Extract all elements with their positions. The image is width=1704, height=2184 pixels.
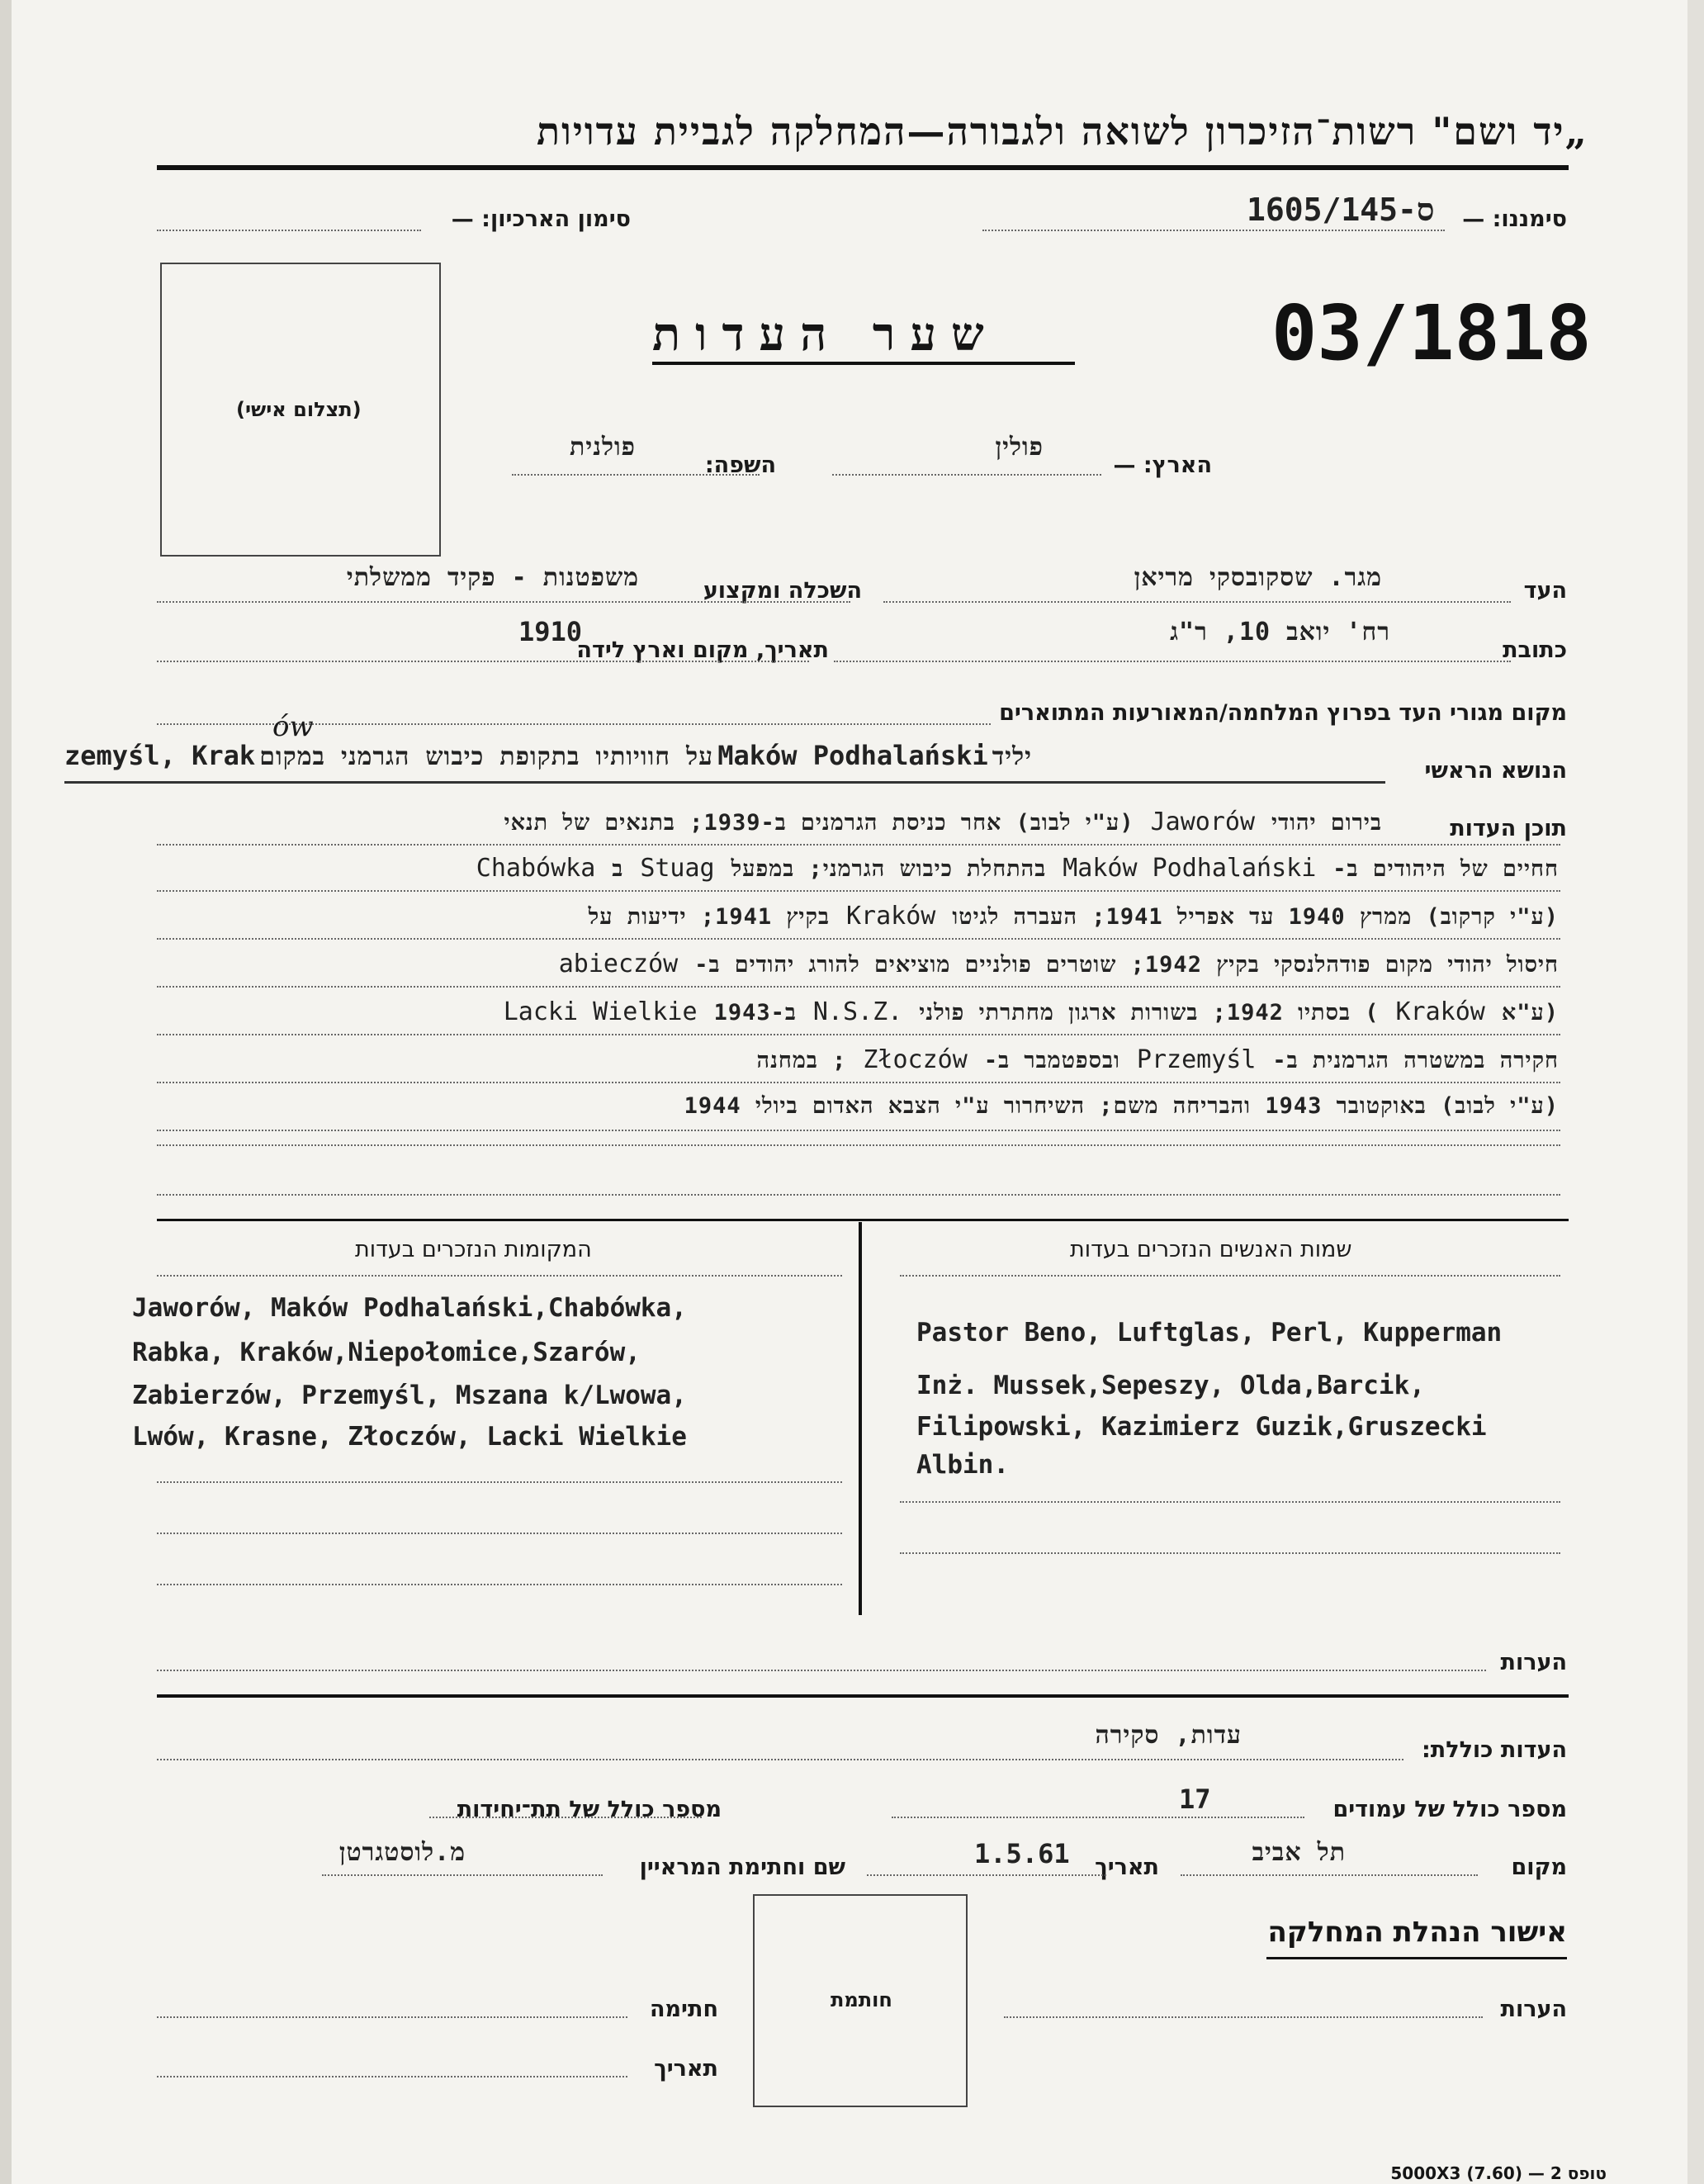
content-text: ובספטמבר ב- — [983, 1048, 1120, 1073]
includes-line — [157, 1759, 1403, 1760]
content-text: (ע"י לבוב) אחר כניסת הגרמנים ב-1939; בתנאים של תנאי — [504, 810, 1134, 836]
subunits-line — [429, 1817, 702, 1818]
content-text: בקיץ 1941; ידיעות על — [588, 904, 830, 930]
approval-date-label: תאריך — [654, 2056, 718, 2082]
includes-value: עדות, סקירה — [1095, 1721, 1242, 1750]
content-line — [147, 997, 1567, 1026]
place-label: מקום — [1511, 1855, 1567, 1880]
our-ref-label: סימננו: — — [1462, 206, 1567, 232]
columns-top-rule — [157, 1219, 1569, 1221]
language-value: פולנית — [570, 433, 636, 462]
address-line — [834, 661, 1511, 662]
witness-label: העד — [1523, 578, 1567, 604]
interviewer-label: שם וחתימת המראיין — [639, 1855, 845, 1880]
content-text: (ע"י לבוב) באוקטובר 1943 והבריחה משם; השיחרור ע"י הצבא האדום ביולי 1944 — [684, 1093, 1559, 1119]
content-place-name: abieczów — [558, 950, 679, 978]
columns-divider — [859, 1222, 862, 1615]
approval-remarks-line — [1004, 2016, 1483, 2018]
archive-line — [157, 230, 421, 231]
header-title: „יד ושם" רשות־הזיכרון לשואה ולגבורה—המחלקה לגביית עדויות — [537, 109, 1588, 154]
pages-line — [892, 1817, 1304, 1818]
content-underline — [157, 1034, 1560, 1035]
witness-value: מגר. שסקובסקי מריאן — [1134, 563, 1382, 592]
photo-box — [160, 263, 441, 557]
content-place-name: N.S.Z. — [812, 997, 903, 1026]
content-text: חקירה במשטרה הגרמנית ב- — [1272, 1048, 1559, 1073]
main-topic-place: Maków Podhalański — [717, 740, 988, 771]
education-line — [157, 601, 850, 603]
includes-label: העדות כוללת: — [1422, 1737, 1567, 1763]
country-value: פולין — [995, 433, 1044, 462]
content-text: (ע"י קרקוב) ממרץ 1940 עד אפריל 1941; העברה לגיטו — [952, 904, 1559, 930]
page-edge-right — [1687, 0, 1704, 2184]
content-text: חחיים של היהודים ב- — [1332, 856, 1559, 882]
witness-line — [883, 601, 1511, 603]
form-code: טופס 2 — 5000X3 (7.60) — [1390, 2163, 1607, 2183]
interviewer-line — [322, 1874, 603, 1876]
content-underline — [157, 890, 1560, 892]
content-place-name: Jaworów — [1150, 808, 1256, 836]
signature-line — [157, 2016, 627, 2018]
content-place-name: Kraków — [1395, 997, 1485, 1026]
approval-title: אישור הנהלת המחלקה — [1267, 1916, 1567, 1949]
main-topic-underline — [64, 781, 1385, 784]
people-label-line — [900, 1275, 1560, 1277]
form-title: שער העדות — [652, 307, 999, 362]
place-value: תל אביב — [1252, 1838, 1346, 1867]
birth-line — [157, 661, 809, 662]
content-text: ; במחנה — [756, 1048, 847, 1073]
place-list-item: Zabierzów, Przemyśl, Mszana k/Lwowa, — [132, 1381, 687, 1410]
person-list-item: Filipowski, Kazimierz Guzik,Gruszecki — [916, 1412, 1487, 1442]
address-label: כתובת — [1503, 637, 1567, 663]
person-list-item: Albin. — [916, 1450, 1009, 1480]
content-underline — [157, 844, 1560, 846]
residence-label: מקום מגורי העד בפרוץ המלחמה/המאורעות המתוארים — [999, 700, 1567, 726]
content-text: בירום יהודי — [1271, 810, 1382, 836]
content-place-name: Chabówka — [476, 854, 596, 883]
content-label: תוכן העדות — [1450, 816, 1567, 841]
our-ref-value: ס-1605/145 — [1247, 192, 1435, 228]
places-label-line — [157, 1275, 842, 1277]
record-number: 03/1818 — [1271, 289, 1592, 377]
places-label: המקומות הנזכרים בעדות — [355, 1237, 592, 1263]
main-topic-handwritten: ów — [272, 710, 314, 743]
country-label: הארץ: — — [1113, 452, 1212, 478]
main-topic-hebrew2: על חוויותיו בתקופת כיבוש הגרמני במקום — [259, 742, 714, 771]
form-title-underline — [652, 362, 1075, 365]
date-line — [867, 1874, 1106, 1876]
places-line-5 — [157, 1481, 842, 1483]
education-label: השכלה ומקצוע — [703, 578, 862, 604]
header-rule — [157, 165, 1569, 170]
signature-label: חתימה — [649, 1997, 718, 2022]
content-text: ) בסתיו 1942; בשורות ארגון מחתרתי פולני — [919, 1000, 1380, 1026]
archive-label: סימון הארכיון: — — [451, 206, 631, 232]
content-line — [147, 902, 1567, 931]
place-list-item: Lwów, Krasne, Złoczów, Lacki Wielkie — [132, 1422, 687, 1452]
remarks-line — [157, 1670, 1486, 1671]
content-text: (ע"א — [1501, 1000, 1559, 1026]
content-line — [147, 854, 1567, 883]
content-line-extra-1 — [157, 1144, 1560, 1146]
language-line — [512, 474, 760, 476]
birth-label: תאריך, מקום וארץ לידה — [576, 637, 829, 663]
content-text: חיסול יהודי מקום פודהלנסקי בקיץ 1942; שוטרים פולניים מוציאים להורג יהודים ב- — [694, 952, 1559, 978]
main-topic-value — [64, 740, 1032, 771]
date-value: 1.5.61 — [974, 1838, 1070, 1869]
person-list-item: Pastor Beno, Luftglas, Perl, Kupperman — [916, 1318, 1503, 1348]
content-underline — [157, 1082, 1560, 1083]
country-line — [832, 474, 1101, 476]
summary-top-rule — [157, 1694, 1569, 1698]
people-label: שמות האנשים הנזכרים בעדות — [1070, 1237, 1352, 1263]
people-line-5 — [900, 1501, 1560, 1503]
main-topic-label: הנושא הראשי — [1424, 758, 1567, 784]
pages-value: 17 — [1179, 1784, 1211, 1815]
content-place-name: Stuag — [640, 854, 715, 883]
content-underline — [157, 938, 1560, 940]
places-line-7 — [157, 1584, 842, 1585]
places-line-6 — [157, 1533, 842, 1534]
date-label: תאריך — [1095, 1855, 1159, 1880]
main-topic-latin: zemyśl, Krak — [64, 740, 256, 771]
content-underline — [157, 986, 1560, 988]
stamp-label: חותמת — [831, 1988, 892, 2011]
photo-label: (תצלום אישי) — [236, 398, 362, 421]
person-list-item: Inż. Mussek,Sepeszy, Olda,Barcik, — [916, 1371, 1425, 1400]
content-text: ב-1943 — [713, 1000, 797, 1026]
content-line — [147, 1093, 1567, 1119]
approval-title-underline — [1266, 1957, 1567, 1959]
education-value: משפטנות - פקיד ממשלתי — [346, 563, 639, 592]
people-line-6 — [900, 1552, 1560, 1554]
content-text: בהתחלת כיבוש הגרמני; במפעל — [731, 856, 1047, 882]
language-label: השפה: — [704, 452, 776, 478]
our-ref-line — [982, 230, 1445, 231]
remarks-label: הערות — [1500, 1650, 1567, 1675]
content-place-name: Lacki Wielkie — [503, 997, 698, 1026]
main-topic-hebrew: יליד — [992, 742, 1032, 771]
approval-remarks-label: הערות — [1500, 1997, 1567, 2022]
place-list-item: Jaworów, Maków Podhalański,Chabówka, — [132, 1293, 687, 1323]
content-line — [147, 1045, 1567, 1074]
content-place-name: Złoczów — [863, 1045, 968, 1074]
content-line — [135, 808, 1390, 836]
approval-date-line — [157, 2076, 627, 2077]
place-list-item: Rabka, Kraków,Niepołomice,Szarów, — [132, 1338, 641, 1367]
page-edge-left — [0, 0, 12, 2184]
content-line-extra-2 — [157, 1194, 1560, 1196]
content-underline — [157, 1130, 1560, 1131]
content-text: ב — [612, 856, 624, 882]
content-place-name: Przemyśl — [1136, 1045, 1257, 1074]
content-place-name: Maków Podhalański — [1063, 854, 1317, 883]
address-value: רח' יואב 10, ר"ג — [1170, 618, 1390, 647]
content-place-name: Kraków — [845, 902, 936, 931]
pages-label: מספר כולל של עמודים — [1332, 1797, 1567, 1822]
content-line — [147, 950, 1567, 978]
subunits-label: מספר כולל של תת־יחידות — [457, 1797, 722, 1822]
stamp-box — [753, 1894, 968, 2107]
birth-value: 1910 — [518, 616, 583, 647]
interviewer-value: מ.לוסטגרטן — [338, 1838, 466, 1867]
place-line — [1181, 1874, 1478, 1876]
